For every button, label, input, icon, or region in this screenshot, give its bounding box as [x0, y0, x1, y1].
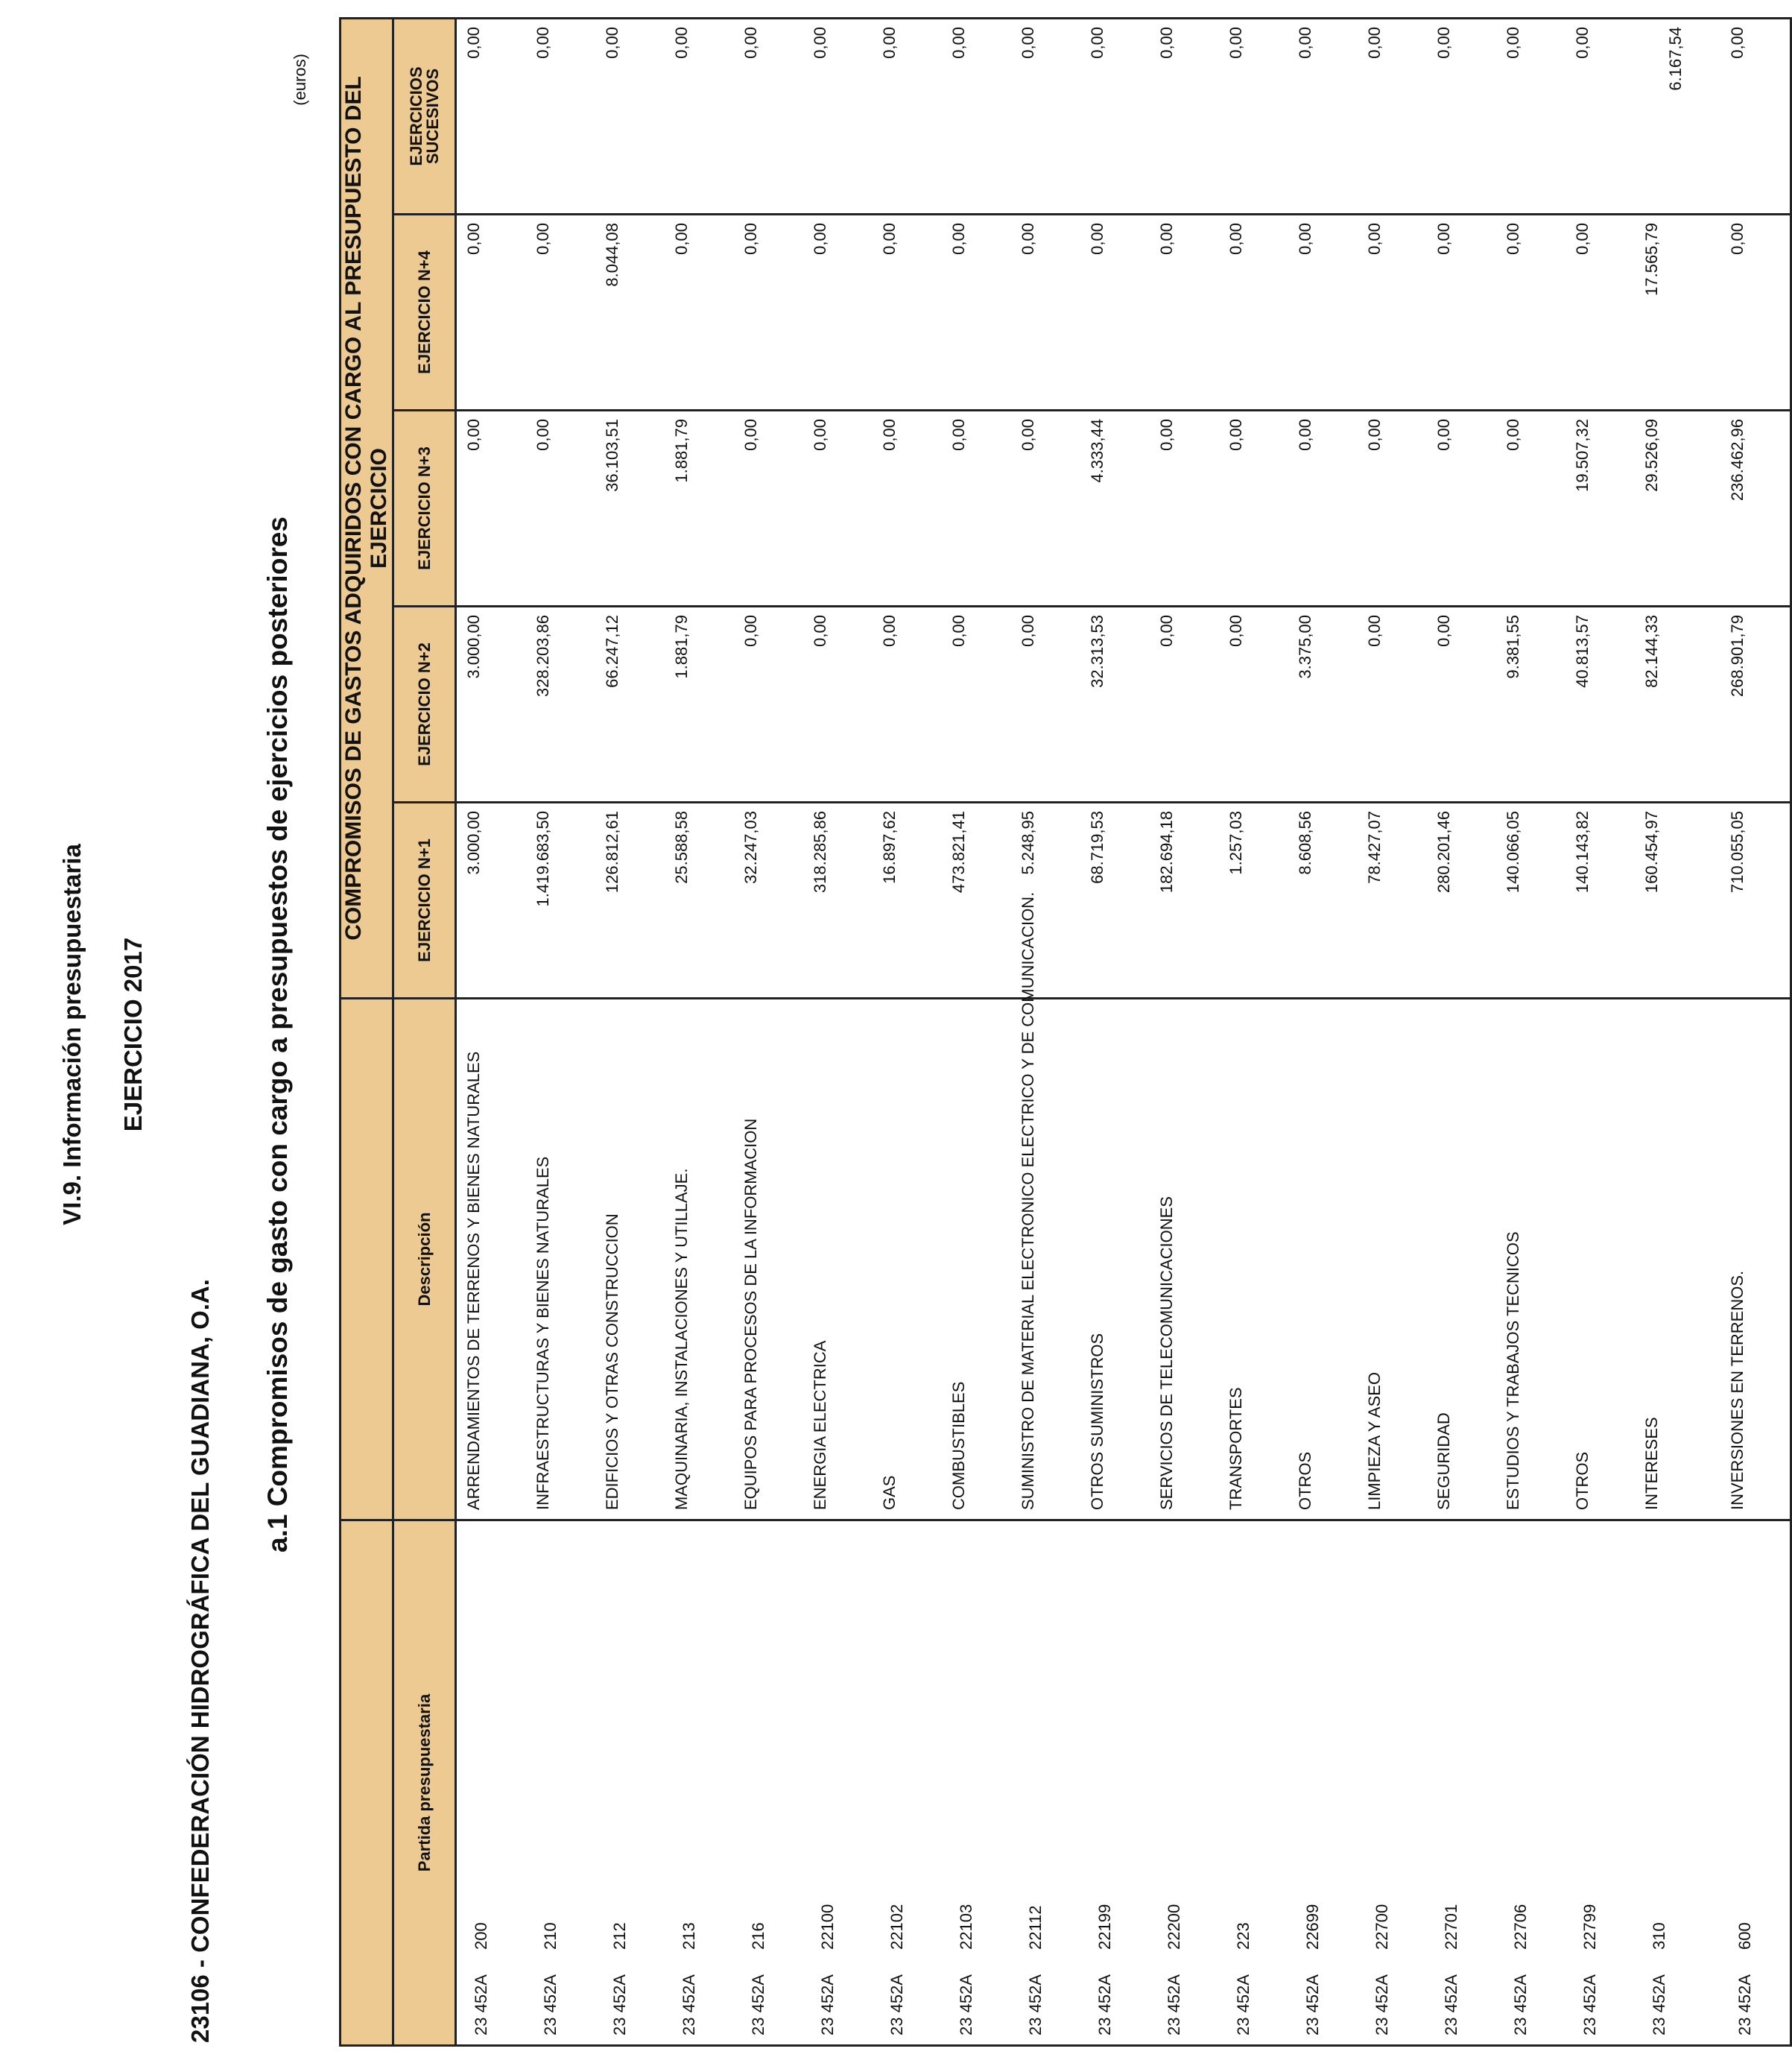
- group-header: COMPROMISOS DE GASTOS ADQUIRIDOS CON CARGO AL PRESUPUESTO DEL EJERCICIO: [341, 18, 393, 998]
- description-cell: OTROS: [1565, 999, 1635, 1520]
- amount-n1-cell: 160.454,97: [1635, 803, 1720, 999]
- amount-n3-cell: 4.333,44: [1080, 411, 1150, 607]
- program-code: 23 452A: [957, 1974, 975, 2035]
- description-cell: OTROS: [1288, 999, 1358, 1520]
- col-header-n4: EJERCICIO N+4: [393, 215, 456, 411]
- partida-cell: [456, 1520, 527, 2046]
- table-row: [1565, 18, 1635, 2045]
- description-cell: ARRENDAMIENTOS DE TERRENOS Y BIENES NATURALES: [456, 999, 527, 1520]
- partida-cell: [1635, 1520, 1720, 2046]
- amount-n4-cell: 0,00: [456, 215, 527, 411]
- amount-n1-cell: 280.201,46: [1427, 803, 1496, 999]
- amount-n3-cell: 236.462,96: [1720, 411, 1791, 607]
- amount-n3-cell: 1.881,79: [665, 411, 734, 607]
- program-code: 23 452A: [1165, 1974, 1183, 2035]
- amount-n2-cell: 0,00: [1358, 607, 1427, 803]
- section-title: a.1 Compromisos de gasto con cargo a presupuestos de ejercicios posteriores: [262, 517, 293, 1552]
- amount-n1-cell: 8.608,56: [1288, 803, 1358, 999]
- amount-n4-cell: 0,00: [1720, 215, 1791, 411]
- col-header-descripcion: Descripción: [393, 999, 456, 1520]
- subconcept-code: 22100: [818, 1904, 837, 1950]
- amount-n1-cell: 78.427,07: [1358, 803, 1427, 999]
- amount-n2-cell: 1.881,79: [665, 607, 734, 803]
- table-row: [873, 18, 942, 2045]
- amount-n1-cell: 3.000,00: [456, 803, 527, 999]
- table-row: [1720, 18, 1791, 2045]
- amount-n1-cell: 126.812,61: [595, 803, 665, 999]
- amount-n2-cell: 82.144,33: [1635, 607, 1720, 803]
- amount-suc-cell: 6.167,54: [1635, 18, 1720, 214]
- description-cell: INTERESES: [1635, 999, 1720, 1520]
- amount-n1-cell: 1.257,03: [1219, 803, 1288, 999]
- amount-n2-cell: 3.375,00: [1288, 607, 1358, 803]
- amount-n3-cell: 0,00: [803, 411, 873, 607]
- program-code: 23 452A: [1373, 1974, 1391, 2035]
- description-cell: SEGURIDAD: [1427, 999, 1496, 1520]
- blank-header-cell: [341, 999, 393, 1520]
- table-row: [526, 18, 595, 2045]
- amount-n4-cell: 0,00: [1011, 215, 1080, 411]
- document-title: VI.9. Información presupuestaria: [58, 844, 86, 1225]
- amount-n3-cell: 0,00: [526, 411, 595, 607]
- amount-n4-cell: 0,00: [873, 215, 942, 411]
- amount-n4-cell: 0,00: [1080, 215, 1150, 411]
- description-cell: OTROS SUMINISTROS: [1080, 999, 1150, 1520]
- amount-n3-cell: 0,00: [1288, 411, 1358, 607]
- col-header-n1: EJERCICIO N+1: [393, 803, 456, 999]
- col-header-n3: EJERCICIO N+3: [393, 411, 456, 607]
- program-code: 23 452A: [1234, 1974, 1253, 2035]
- blank-header-cell: [341, 1520, 393, 2046]
- program-code: 23 452A: [541, 1974, 560, 2035]
- amount-n1-cell: 16.897,62: [873, 803, 942, 999]
- partida-cell: [1150, 1520, 1219, 2046]
- amount-suc-cell: 0,00: [803, 18, 873, 214]
- subconcept-code: 22200: [1165, 1904, 1183, 1950]
- program-code: 23 452A: [1511, 1974, 1530, 2035]
- amount-n3-cell: 0,00: [873, 411, 942, 607]
- partida-cell: [1011, 1520, 1080, 2046]
- amount-n2-cell: 9.381,55: [1496, 607, 1565, 803]
- partida-cell: [1288, 1520, 1358, 2046]
- amount-n2-cell: 328.203,86: [526, 607, 595, 803]
- amount-n2-cell: 0,00: [873, 607, 942, 803]
- amount-suc-cell: 0,00: [1496, 18, 1565, 214]
- subconcept-code: 223: [1234, 1922, 1253, 1950]
- amount-n1-cell: 32.247,03: [734, 803, 803, 999]
- subconcept-code: 22699: [1303, 1904, 1322, 1950]
- amount-n2-cell: 66.247,12: [595, 607, 665, 803]
- amount-n2-cell: 0,00: [1011, 607, 1080, 803]
- amount-n4-cell: 0,00: [1219, 215, 1288, 411]
- amount-n3-cell: 0,00: [1427, 411, 1496, 607]
- program-code: 23 452A: [1303, 1974, 1322, 2035]
- table-row: [1635, 18, 1720, 2045]
- program-code: 23 452A: [1026, 1974, 1045, 2035]
- amount-n3-cell: 0,00: [1358, 411, 1427, 607]
- description-cell: LIMPIEZA Y ASEO: [1358, 999, 1427, 1520]
- table-row: [1219, 18, 1288, 2045]
- partida-cell: [665, 1520, 734, 2046]
- amount-n4-cell: 0,00: [1358, 215, 1427, 411]
- amount-n4-cell: 0,00: [942, 215, 1011, 411]
- description-cell: ESTUDIOS Y TRABAJOS TECNICOS: [1496, 999, 1565, 1520]
- amount-n4-cell: 0,00: [734, 215, 803, 411]
- description-cell: INVERSIONES EN TERRENOS.: [1720, 999, 1791, 1520]
- partida-cell: [942, 1520, 1011, 2046]
- table-row: [1080, 18, 1150, 2045]
- col-header-sucesivos: EJERCICIOS SUCESIVOS: [393, 18, 456, 214]
- amount-n2-cell: 0,00: [1219, 607, 1288, 803]
- amount-n4-cell: 0,00: [526, 215, 595, 411]
- amount-n1-cell: 140.066,05: [1496, 803, 1565, 999]
- amount-n1-cell: 473.821,41: [942, 803, 1011, 999]
- amount-n4-cell: 0,00: [1496, 215, 1565, 411]
- amount-n3-cell: 19.507,32: [1565, 411, 1635, 607]
- col-header-partida: Partida presupuestaria: [393, 1520, 456, 2046]
- amount-n3-cell: 36.103,51: [595, 411, 665, 607]
- table-row: [1150, 18, 1219, 2045]
- amount-suc-cell: 0,00: [1358, 18, 1427, 214]
- col-header-n2: EJERCICIO N+2: [393, 607, 456, 803]
- amount-suc-cell: 0,00: [734, 18, 803, 214]
- description-cell: COMBUSTIBLES: [942, 999, 1011, 1520]
- amount-suc-cell: 0,00: [1011, 18, 1080, 214]
- partida-cell: [1427, 1520, 1496, 2046]
- partida-cell: [1080, 1520, 1150, 2046]
- partida-cell: [595, 1520, 665, 2046]
- subconcept-code: 22700: [1373, 1904, 1391, 1950]
- description-cell: INFRAESTRUCTURAS Y BIENES NATURALES: [526, 999, 595, 1520]
- table-row: [1496, 18, 1565, 2045]
- program-code: 23 452A: [1095, 1974, 1114, 2035]
- amount-suc-cell: 0,00: [1080, 18, 1150, 214]
- amount-n1-cell: 140.143,82: [1565, 803, 1635, 999]
- amount-n1-cell: 318.285,86: [803, 803, 873, 999]
- partida-cell: [1496, 1520, 1565, 2046]
- amount-n3-cell: 0,00: [942, 411, 1011, 607]
- organism-name: 23106 - CONFEDERACIÓN HIDROGRÁFICA DEL GUADIANA, O.A.: [186, 1279, 214, 2043]
- program-code: 23 452A: [680, 1974, 698, 2035]
- subconcept-code: 22103: [957, 1904, 975, 1950]
- description-cell: EQUIPOS PARA PROCESOS DE LA INFORMACION: [734, 999, 803, 1520]
- table-row: [1358, 18, 1427, 2045]
- amount-n4-cell: 8.044,08: [595, 215, 665, 411]
- program-code: 23 452A: [887, 1974, 906, 2035]
- amount-suc-cell: 0,00: [665, 18, 734, 214]
- amount-n4-cell: 0,00: [1565, 215, 1635, 411]
- amount-n4-cell: 0,00: [1427, 215, 1496, 411]
- amount-suc-cell: 0,00: [1150, 18, 1219, 214]
- subconcept-code: 212: [610, 1922, 629, 1950]
- table-row: [595, 18, 665, 2045]
- table-row: [734, 18, 803, 2045]
- table-row: [942, 18, 1011, 2045]
- table-row: [803, 18, 873, 2045]
- subconcept-code: 310: [1650, 1922, 1668, 1950]
- amount-n2-cell: 3.000,00: [456, 607, 527, 803]
- amount-n1-cell: 710.055,05: [1720, 803, 1791, 999]
- amount-n3-cell: 0,00: [1150, 411, 1219, 607]
- amount-n2-cell: 0,00: [1427, 607, 1496, 803]
- subconcept-code: 22701: [1442, 1904, 1460, 1950]
- amount-n4-cell: 0,00: [803, 215, 873, 411]
- subconcept-code: 200: [472, 1922, 490, 1950]
- subconcept-code: 22112: [1026, 1905, 1045, 1950]
- table-row: [1011, 18, 1080, 2045]
- table-body: [456, 18, 1791, 2045]
- partida-cell: [1219, 1520, 1288, 2046]
- amount-n1-cell: 182.694,18: [1150, 803, 1219, 999]
- subconcept-code: 22799: [1580, 1904, 1599, 1950]
- description-cell: MAQUINARIA, INSTALACIONES Y UTILLAJE.: [665, 999, 734, 1520]
- amount-suc-cell: 0,00: [942, 18, 1011, 214]
- amount-n2-cell: 268.901,79: [1720, 607, 1791, 803]
- amount-suc-cell: 0,00: [456, 18, 527, 214]
- amount-n1-cell: 1.419.683,50: [526, 803, 595, 999]
- amount-n3-cell: 0,00: [1219, 411, 1288, 607]
- amount-n3-cell: 0,00: [734, 411, 803, 607]
- description-cell: GAS: [873, 999, 942, 1520]
- amount-n4-cell: 17.565,79: [1635, 215, 1720, 411]
- program-code: 23 452A: [749, 1974, 767, 2035]
- partida-cell: [734, 1520, 803, 2046]
- table-row: [665, 18, 734, 2045]
- subconcept-code: 22199: [1095, 1904, 1114, 1950]
- program-code: 23 452A: [1735, 1974, 1754, 2035]
- amount-n2-cell: 0,00: [803, 607, 873, 803]
- amount-suc-cell: 0,00: [1288, 18, 1358, 214]
- amount-n3-cell: 29.526,09: [1635, 411, 1720, 607]
- amount-suc-cell: 0,00: [595, 18, 665, 214]
- amount-suc-cell: 0,00: [1720, 18, 1791, 214]
- table-row: [1288, 18, 1358, 2045]
- description-cell: TRANSPORTES: [1219, 999, 1288, 1520]
- table-row: [456, 18, 527, 2045]
- amount-n3-cell: 0,00: [456, 411, 527, 607]
- subconcept-code: 216: [749, 1922, 767, 1950]
- subconcept-code: 600: [1735, 1922, 1754, 1950]
- partida-cell: [873, 1520, 942, 2046]
- amount-n2-cell: 0,00: [942, 607, 1011, 803]
- amount-suc-cell: 0,00: [526, 18, 595, 214]
- program-code: 23 452A: [610, 1974, 629, 2035]
- amount-n2-cell: 0,00: [1150, 607, 1219, 803]
- amount-suc-cell: 0,00: [873, 18, 942, 214]
- amount-n2-cell: 40.813,57: [1565, 607, 1635, 803]
- amount-n4-cell: 0,00: [1150, 215, 1219, 411]
- table-row: [1427, 18, 1496, 2045]
- description-cell: SERVICIOS DE TELECOMUNICACIONES: [1150, 999, 1219, 1520]
- amount-n1-cell: 25.588,58: [665, 803, 734, 999]
- program-code: 23 452A: [818, 1974, 837, 2035]
- program-code: 23 452A: [1650, 1974, 1668, 2035]
- description-cell: EDIFICIOS Y OTRAS CONSTRUCCION: [595, 999, 665, 1520]
- subconcept-code: 213: [680, 1922, 698, 1950]
- amount-n2-cell: 0,00: [734, 607, 803, 803]
- commitments-table: [339, 17, 1792, 2047]
- amount-n3-cell: 0,00: [1011, 411, 1080, 607]
- amount-n2-cell: 32.313,53: [1080, 607, 1150, 803]
- partida-cell: [1565, 1520, 1635, 2046]
- amount-n3-cell: 0,00: [1496, 411, 1565, 607]
- partida-cell: [1358, 1520, 1427, 2046]
- amount-n4-cell: 0,00: [665, 215, 734, 411]
- subconcept-code: 22706: [1511, 1904, 1530, 1950]
- amount-suc-cell: 0,00: [1427, 18, 1496, 214]
- units-label: (euros): [291, 54, 309, 106]
- partida-cell: [803, 1520, 873, 2046]
- amount-n4-cell: 0,00: [1288, 215, 1358, 411]
- amount-suc-cell: 0,00: [1565, 18, 1635, 214]
- partida-cell: [1720, 1520, 1791, 2046]
- amount-n1-cell: 5.248,95: [1011, 803, 1080, 999]
- description-cell: ENERGIA ELECTRICA: [803, 999, 873, 1520]
- partida-cell: [526, 1520, 595, 2046]
- program-code: 23 452A: [472, 1974, 490, 2035]
- subconcept-code: 210: [541, 1922, 560, 1950]
- program-code: 23 452A: [1442, 1974, 1460, 2035]
- subconcept-code: 22102: [887, 1904, 906, 1950]
- amount-n1-cell: 68.719,53: [1080, 803, 1150, 999]
- fiscal-year: EJERCICIO 2017: [119, 937, 147, 1132]
- amount-suc-cell: 0,00: [1219, 18, 1288, 214]
- description-cell: SUMINISTRO DE MATERIAL ELECTRONICO ELECTRICO Y DE COMUNICACION.: [1011, 999, 1080, 1520]
- program-code: 23 452A: [1580, 1974, 1599, 2035]
